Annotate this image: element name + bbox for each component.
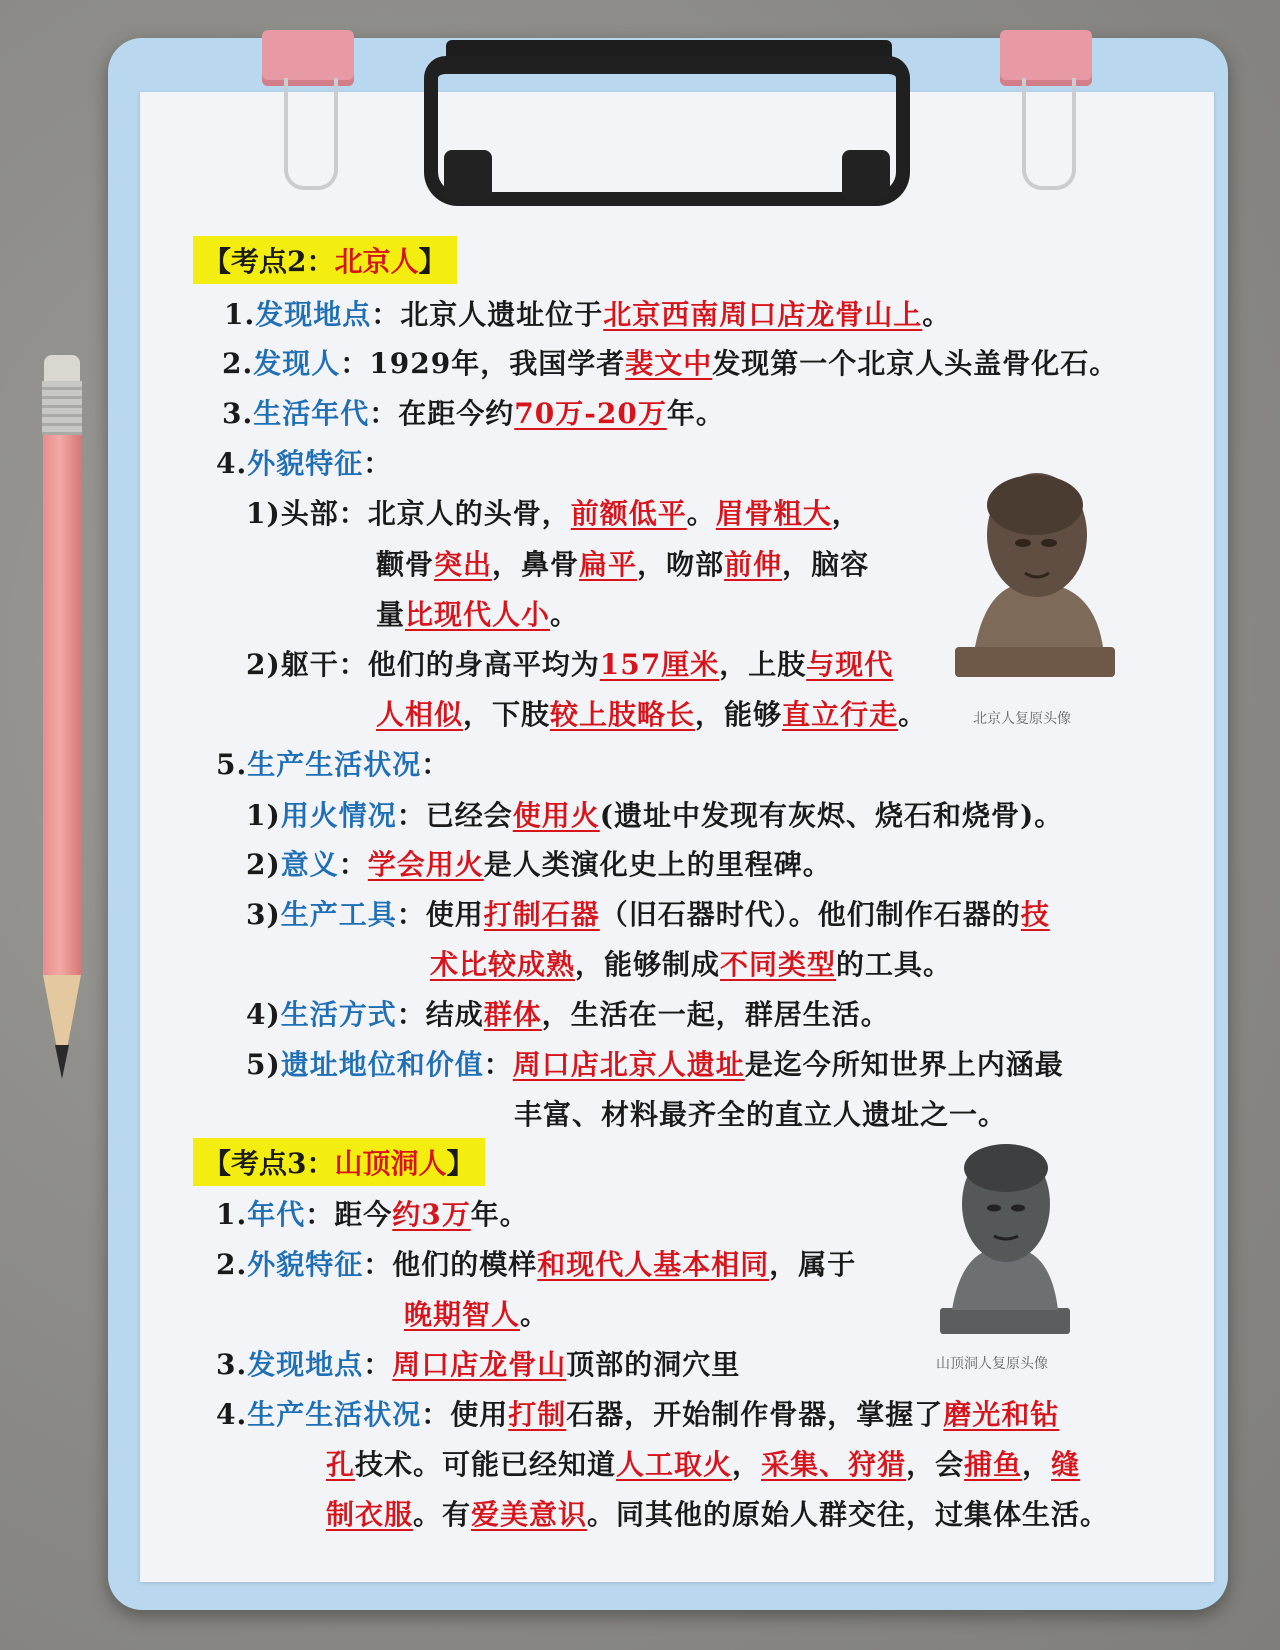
upper-cave-man-bust-image: [930, 1138, 1080, 1338]
line-appearance-heading: 4.外貌特征：: [216, 447, 393, 480]
line-lifestyle: 4)生活方式：结成群体，生活在一起，群居生活。: [246, 998, 890, 1031]
line-torso-1: 2)躯干：他们的身高平均为157厘米，上肢与现代: [246, 648, 894, 681]
section-header-peking-man: 【考点2：北京人】: [193, 236, 457, 284]
upper-cave-man-caption: 山顶洞人复原头像: [936, 1356, 1048, 1372]
peking-man-bust-image: [945, 465, 1125, 683]
line-head-2: 颧骨突出，鼻骨扁平，吻部前伸，脑容: [376, 548, 870, 581]
section-header-upper-cave-man: 【考点3：山顶洞人】: [193, 1138, 485, 1186]
line-site-value-1: 5)遗址地位和价值：周口店北京人遗址是迄今所知世界上内涵最: [246, 1048, 1064, 1081]
line-upper-cave-appearance-2: 晚期智人。: [404, 1298, 550, 1331]
line-discoverer: 2.发现人：1929年，我国学者裴文中发现第一个北京人头盖骨化石。: [222, 347, 1119, 380]
line-meaning: 2)意义：学会用火是人类演化史上的里程碑。: [246, 848, 832, 881]
line-discovery-site: 1.发现地点：北京人遗址位于北京西南周口店龙骨山上。: [224, 298, 952, 331]
pencil: [40, 355, 84, 1095]
line-production-heading: 5.生产生活状况：: [216, 748, 451, 781]
line-tools-2: 术比较成熟，能够制成不同类型的工具。: [430, 948, 953, 981]
line-tools-1: 3)生产工具：使用打制石器（旧石器时代）。他们制作石器的技: [246, 898, 1050, 931]
clipboard-clamp: [424, 56, 910, 206]
peking-man-caption: 北京人复原头像: [973, 711, 1071, 727]
line-upper-cave-appearance-1: 2.外貌特征：他们的模样和现代人基本相同，属于: [216, 1248, 857, 1281]
line-upper-cave-production-3: 制衣服。有爱美意识。同其他的原始人群交往，过集体生活。: [326, 1498, 1110, 1531]
line-upper-cave-production-1: 4.生产生活状况：使用打制石器，开始制作骨器，掌握了磨光和钻: [216, 1398, 1060, 1431]
line-upper-cave-production-2: 孔技术。可能已经知道人工取火，采集、狩猎，会捕鱼，缝: [326, 1448, 1081, 1481]
line-fire: 1)用火情况：已经会使用火(遗址中发现有灰烬、烧石和烧骨)。: [246, 799, 1064, 832]
line-site-value-2: 丰富、材料最齐全的直立人遗址之一。: [514, 1098, 1008, 1131]
line-era: 3.生活年代：在距今约70万-20万年。: [222, 397, 725, 430]
line-head-1: 1)头部：北京人的头骨，前额低平。眉骨粗大，: [246, 497, 861, 530]
line-upper-cave-era: 1.年代：距今约3万年。: [216, 1198, 529, 1231]
line-head-3: 量比现代人小。: [376, 598, 580, 631]
line-torso-2: 人相似，下肢较上肢略长，能够直立行走。: [376, 698, 928, 731]
line-upper-cave-site: 3.发现地点：周口店龙骨山顶部的洞穴里: [216, 1348, 741, 1381]
